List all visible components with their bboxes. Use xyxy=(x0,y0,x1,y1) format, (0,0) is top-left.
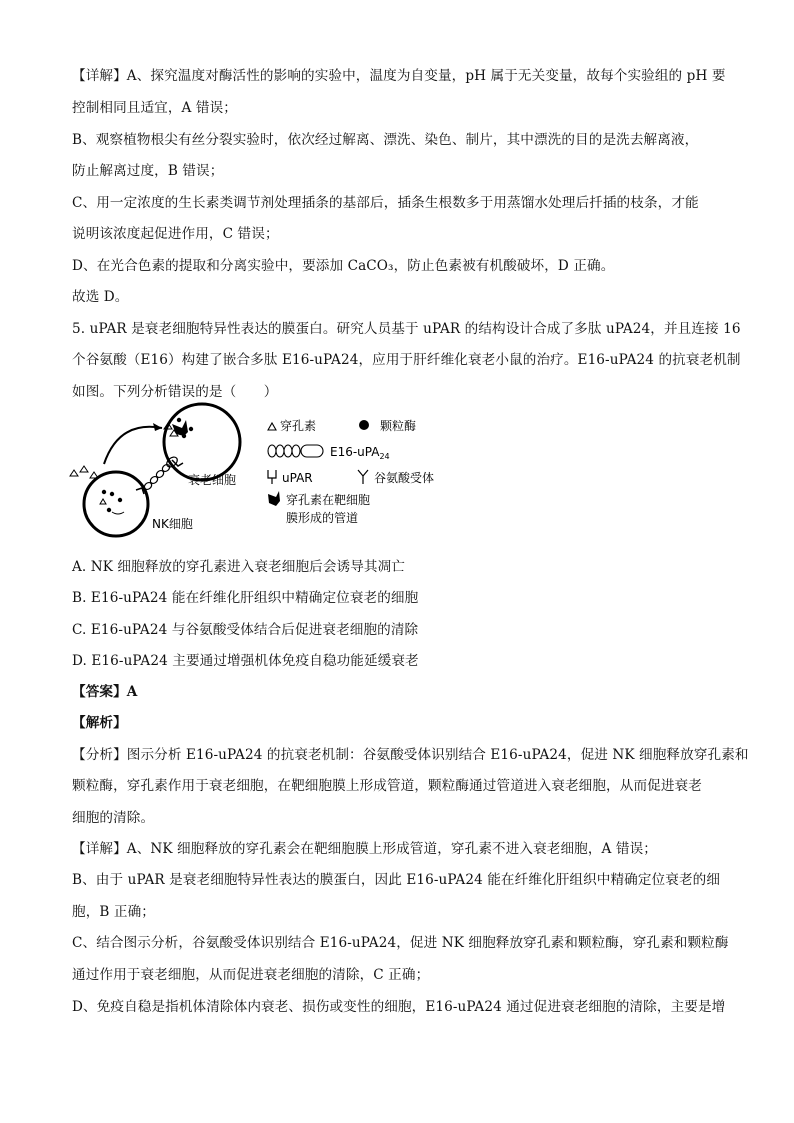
granzyme-dot xyxy=(189,427,193,431)
nk-internal-arrow-icon xyxy=(112,512,124,514)
legend-glu-receptor-label: 谷氨酸受体 xyxy=(374,471,435,485)
text-line: 个谷氨酸（E16）构建了嵌合多肽 E16-uPA24，应用于肝纤维化衰老小鼠的治疗。E16-uPA24 的抗衰老机制 xyxy=(72,352,741,368)
legend-granzyme-icon xyxy=(359,420,369,430)
granzyme-dot xyxy=(177,418,181,422)
perforin-channel-icon xyxy=(172,420,188,436)
text-line: 防止解离过度，B 错误； xyxy=(72,163,224,179)
granzyme-dot xyxy=(118,498,122,502)
text-line: 说明该浓度起促进作用，C 错误； xyxy=(72,226,279,242)
nk-cell xyxy=(84,472,148,536)
text-line: D、在光合色素的提取和分离实验中，要添加 CaCO₃，防止色素被有机酸破坏，D 正确。 xyxy=(72,258,615,274)
text-line: C、结合图示分析，谷氨酸受体识别结合 E16-uPA24，促进 NK 细胞释放穿孔素和颗粒酶，穿孔素和颗粒酶 xyxy=(72,935,729,951)
mechanism-diagram xyxy=(64,402,464,552)
text-line: 通过作用于衰老细胞，从而促进衰老细胞的清除，C 正确； xyxy=(72,967,430,983)
text-line: 颗粒酶，穿孔素作用于衰老细胞，在靶细胞膜上形成管道，颗粒酶通过管道进入衰老细胞，从而促进衰老 xyxy=(72,778,702,794)
text-line: 【详解】A、探究温度对酶活性的影响的实验中，温度为自变量，pH 属于无关变量，故每个实验组的 pH 要 xyxy=(72,68,726,84)
text-line: D、免疫自稳是指机体清除体内衰老、损伤或变性的细胞，E16-uPA24 通过促进衰老细胞的清除，主要是增 xyxy=(72,999,726,1015)
text-line: 胞，B 正确； xyxy=(72,904,155,920)
granzyme-dot xyxy=(107,508,111,512)
legend-glu-receptor-icon xyxy=(358,470,368,484)
legend-perforin-icon xyxy=(268,423,276,430)
text-line: B、由于 uPAR 是衰老细胞特异性表达的膜蛋白，因此 E16-uPA24 能在纤维化肝组织中精确定位衰老的细 xyxy=(72,872,721,888)
text-line: D. E16-uPA24 主要通过增强机体免疫自稳功能延缓衰老 xyxy=(72,653,419,669)
legend-granzyme-label: 颗粒酶 xyxy=(380,419,417,433)
senescent-cell-label: 衰老细胞 xyxy=(188,473,237,487)
perforin-icon xyxy=(100,499,106,504)
granzyme-dot xyxy=(102,490,106,494)
text-line: C、用一定浓度的生长素类调节剂处理插条的基部后，插条生根数多于用蒸馏水处理后扦插的枝条，才能 xyxy=(72,195,699,211)
text-line: 细胞的清除。 xyxy=(72,810,155,826)
legend-upar-icon xyxy=(268,470,276,484)
text-line: 【解析】 xyxy=(72,715,127,731)
perforin-icon xyxy=(70,470,78,476)
text-line: 故选 D。 xyxy=(72,289,129,305)
legend-perforin-label: 穿孔素 xyxy=(280,419,317,433)
text-line: B. E16-uPA24 能在纤维化肝组织中精确定位衰老的细胞 xyxy=(72,590,419,606)
text-line: 【答案】A xyxy=(72,684,138,700)
text-line: 控制相同且适宜，A 错误； xyxy=(72,100,237,116)
legend-peptide-label: E16-uPA$_{24}$ xyxy=(330,445,390,461)
legend-peptide-icon xyxy=(268,445,323,457)
text-line: 【详解】A、NK 细胞释放的穿孔素会在靶细胞膜上形成管道，穿孔素不进入衰老细胞，A 错误； xyxy=(72,841,657,857)
text-line: A. NK 细胞释放的穿孔素进入衰老细胞后会诱导其凋亡 xyxy=(72,559,405,575)
senescent-cell xyxy=(164,404,240,480)
legend-channel-label-2: 膜形成的管道 xyxy=(286,511,359,525)
peptide-chain xyxy=(143,455,179,491)
nk-cell-label: NK细胞 xyxy=(152,517,193,531)
mechanism-figure xyxy=(64,402,464,552)
granzyme-dot xyxy=(110,492,114,496)
release-arrow xyxy=(104,427,162,464)
granzyme-dot xyxy=(182,434,186,438)
perforin-icon xyxy=(80,466,88,472)
legend-channel-icon xyxy=(268,491,280,506)
text-line: 5. uPAR 是衰老细胞特异性表达的膜蛋白。研究人员基于 uPAR 的结构设计合成了多肽 uPA24，并且连接 16 xyxy=(72,321,741,337)
legend-channel-label-1: 穿孔素在靶细胞 xyxy=(286,493,371,507)
text-line: C. E16-uPA24 与谷氨酸受体结合后促进衰老细胞的清除 xyxy=(72,622,419,638)
perforin-icon xyxy=(90,472,98,478)
text-line: 【分析】图示分析 E16-uPA24 的抗衰老机制：谷氨酸受体识别结合 E16-uPA24，促进 NK 细胞释放穿孔素和 xyxy=(72,747,749,763)
text-line: 如图。下列分析错误的是（ ） xyxy=(72,384,278,400)
legend-upar-label: uPAR xyxy=(282,471,313,485)
legend xyxy=(268,418,434,525)
text-line: B、观察植物根尖有丝分裂实验时，依次经过解离、漂洗、染色、制片，其中漂洗的目的是洗去解离液， xyxy=(72,132,699,148)
